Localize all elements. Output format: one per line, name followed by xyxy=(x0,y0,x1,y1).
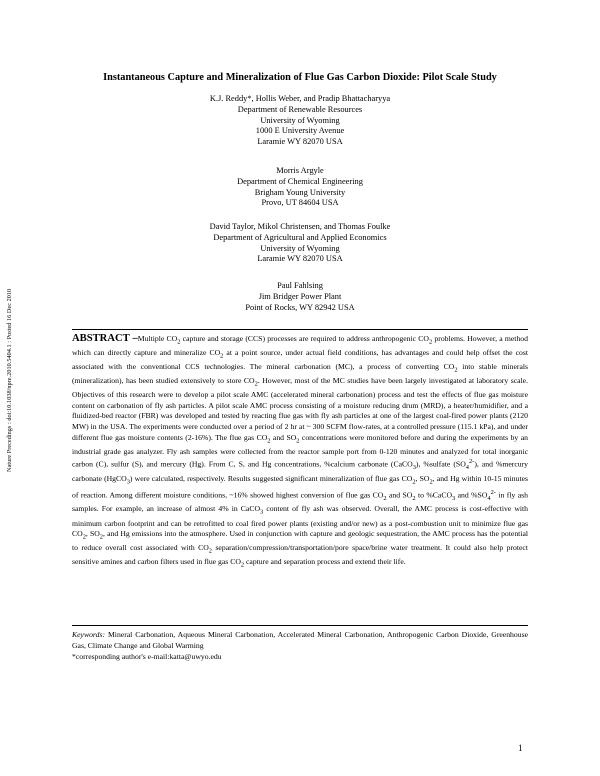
street-address: 1000 E University Avenue xyxy=(255,126,345,136)
page-number: 1 xyxy=(518,743,523,753)
city-address: Laramie WY 82070 USA xyxy=(257,254,343,264)
city-address: Laramie WY 82070 USA xyxy=(257,137,343,147)
department: Department of Chemical Engineering xyxy=(237,176,363,186)
department: Department of Agricultural and Applied Economics xyxy=(213,232,387,242)
keywords-label: Keywords: xyxy=(72,630,106,639)
city-address: Provo, UT 84604 USA xyxy=(261,198,339,208)
corresponding-author-footnote: *corresponding author's e-mail:katta@uwyo.edu xyxy=(72,652,222,661)
author-names: David Taylor, Mikol Christensen, and Thomas Foulke xyxy=(209,222,391,231)
abstract-bottom-rule xyxy=(72,625,528,626)
author-names: Morris Argyle xyxy=(276,166,324,175)
keywords-text: Mineral Carbonation, Aqueous Mineral Carbonation, Accelerated Mineral Carbonation, Anthropogenic Carbon Dioxide, Greenhouse Gas, Climate Change and Global Warming xyxy=(72,630,528,650)
paper-title: Instantaneous Capture and Mineralization of Flue Gas Carbon Dioxide: Pilot Scale Study xyxy=(103,72,497,83)
archive-stamp: Nature Precedings : doi:10.1038/npre.2010.5404.1 : Posted 16 Dec 2010 xyxy=(6,288,13,472)
organization: University of Wyoming xyxy=(260,243,340,253)
keywords-section xyxy=(72,630,528,651)
affiliation-block-4 xyxy=(150,281,450,313)
department: Department of Renewable Resources xyxy=(237,104,363,114)
city-address: Point of Rocks, WY 82942 USA xyxy=(245,302,355,312)
affiliation-block-2 xyxy=(150,166,450,209)
affiliation-block-3 xyxy=(150,222,450,265)
affiliation-block-1 xyxy=(150,94,450,148)
organization: Jim Bridger Power Plant xyxy=(258,291,342,301)
abstract-top-rule xyxy=(72,329,528,330)
organization: University of Wyoming xyxy=(260,115,340,125)
abstract-heading: ABSTRACT xyxy=(72,333,130,344)
organization: Brigham Young University xyxy=(254,187,346,197)
author-names: Paul Fahlsing xyxy=(277,281,323,290)
abstract-paragraph: ABSTRACT –Multiple $CO_2$ capture and storage (CCS) processes are required to address anthropogenic $CO_2$ problems. However, a method which can directly capture and mineralize $CO_2$ at a point source, under actual field conditions, has advantages and could help offset the cost associated with the conventional CCS technologies. The mineral carbonation (MC), a process of converting $CO_2$ into stable minerals (mineralization), has been studied extensively to store $CO_2$. However, most of the MC studies have been largely investigated at laboratory scale. Objectives of this research were to develop a pilot scale AMC (accelerated mineral carbonation) process and test the effects of flue gas moisture content on carbonation of fly ash particles. A pilot scale AMC process consisting of a moisture reducing drum (MRD), a heater/humidifier, and a fluidized-bed reactor (FBR) was developed and tested by reacting flue gas with fly ash particles at one of the largest coal-fired power plants (2120 MW) in the USA. The experiments were conducted over a period of 2 hr at ~ 300 SCFM flow-rates, at a controlled pressure (115.1 kPa), and under different flue gas moisture contents (2-16%). The flue gas $CO_2$ and $SO_2$ concentrations were monitored before and during the experiments by an industrial grade gas analyzer. Fly ash samples were collected from the reactor sample port from 0-120 minutes and analyzed for total inorganic carbon (C), sulfur (S), and mercury (Hg). From C, S, and Hg concentrations, %calcium carbonate (CaCO$_3$), %sulfate $(SO_4^{2-})$, and %mercury carbonate (HgCO$_3$) were calculated, respectively. Results suggested significant mineralization of flue gas $CO_2$, $SO_2$, and Hg within 10-15 minutes of reaction. Among different moisture conditions, ~16% showed highest conversion of flue gas $CO_2$ and $SO_2$ to %CaCO$_3$ and $\%SO_4^{2-}$ in fly ash samples. For example, an increase of almost 4% in CaCO$_3$ content of fly ash was observed. Overall, the AMC process is cost-effective with minimum carbon footprint and can be retrofitted to coal fired power plants (existing and/or new) as a post-combustion unit to minimize flue gas $CO_2$, $SO_2$, and Hg emissions into the atmosphere. Used in conjunction with capture and geologic sequestration, the AMC process has the potential to reduce overall cost associated with $CO_2$ separation/compression/transportation/pore space/brine water treatment. It could also help protect sensitive amines and carbon filters used in flue gas $CO_2$ capture and separation process and extend their life. xyxy=(72,333,528,569)
author-names: K.J. Reddy*, Hollis Weber, and Pradip Bhattacharyya xyxy=(209,94,391,103)
